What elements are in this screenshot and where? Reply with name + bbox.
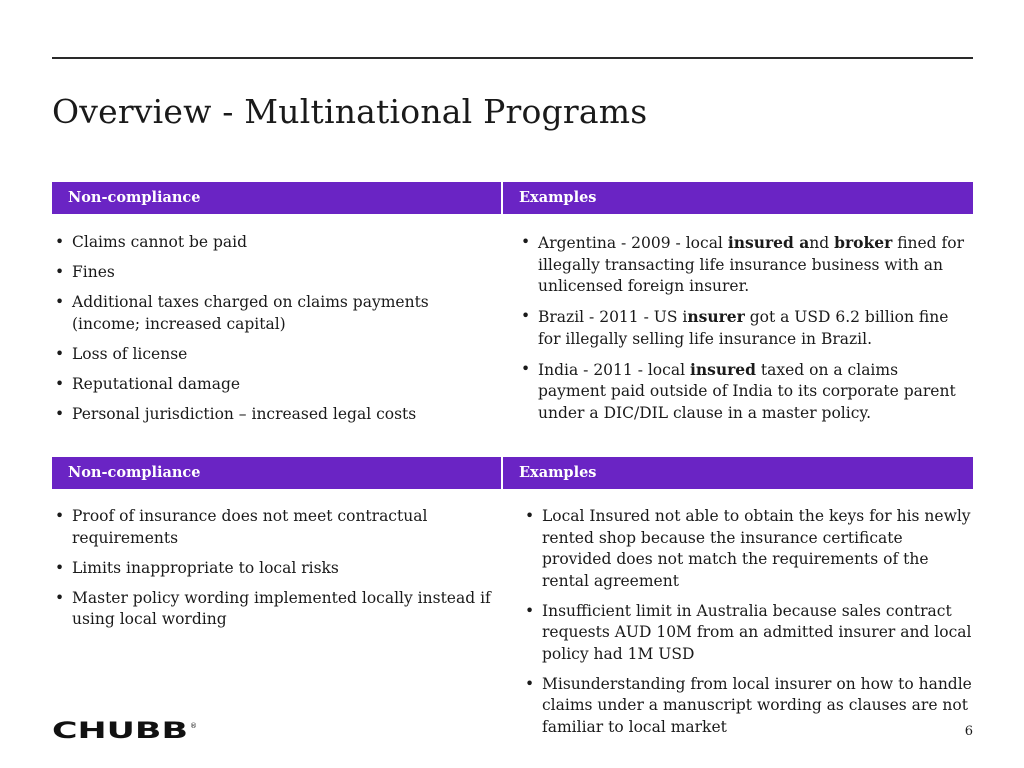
bullet-text: Local Insured not able to obtain the keys for his newly rented shop because the insurance certificate provided does not match the requirements of the rental agreement (542, 507, 971, 590)
page-number: 6 (964, 724, 973, 739)
section2-left-header: Non-compliance (52, 457, 503, 489)
section2-header-band (52, 457, 973, 489)
emphasis-text: insured a (727, 233, 810, 252)
section2-left-list (52, 506, 492, 639)
bullet-item: • Additional taxes charged on claims payments (income; increased capital) (52, 292, 492, 335)
bullet-item: • Reputational damage (52, 374, 492, 396)
bullet-item (518, 359, 964, 425)
section1-left-list (52, 232, 492, 434)
bullet-text: Brazil - 2011 - US i (538, 308, 688, 326)
section1-right-header: Examples (519, 189, 597, 206)
bullet-text: Misunderstanding from local insurer on how to handle claims under a manuscript wording as clauses are not familiar to local market (542, 674, 972, 736)
bullet-item: • Loss of license (52, 344, 492, 366)
bullet-text: Argentina - 2009 - local (538, 234, 728, 252)
section1-right-list (518, 232, 964, 433)
emphasis-text: insured (689, 359, 756, 379)
bullet-text: taxed on a claims payment paid outside of India to its corporate parent under a DIC/DIL clause in a master policy. (538, 360, 956, 422)
bullet-item: • Claims cannot be paid (52, 232, 492, 254)
bullet-item: • Limits inappropriate to local risks (52, 558, 492, 580)
bullet-text: Insufficient limit in Australia because sales contract requests AUD 10M from an admitted insurer and local policy had 1M USD (542, 601, 972, 663)
slide-title: Overview - Multinational Programs (52, 92, 648, 131)
bullet-item: • Proof of insurance does not meet contractual requirements (52, 506, 492, 549)
bullet-item (522, 674, 974, 739)
bullet-item: • Personal jurisdiction – increased legal costs (52, 404, 492, 426)
section2-right-header: Examples (519, 464, 597, 481)
section1-header-band (52, 182, 973, 214)
bullet-item: • Master policy wording implemented locally instead if using local wording (52, 588, 492, 631)
bullet-item: • Fines (52, 262, 492, 284)
bullet-text: nd (809, 234, 835, 252)
chubb-logo (52, 718, 202, 744)
svg-text:CHUBB: CHUBB (52, 719, 188, 744)
bullet-item (518, 306, 964, 350)
emphasis-text: broker (834, 233, 893, 252)
svg-text:®: ® (190, 722, 197, 730)
bullet-text: got a USD 6.2 billion fine for illegally selling life insurance in Brazil. (538, 308, 949, 348)
bullet-text: fined for illegally transacting life insurance business with an unlicensed foreign insurer. (538, 234, 965, 295)
bullet-item (522, 601, 974, 666)
bullet-item (522, 506, 974, 592)
bullet-text: India - 2011 - local (538, 360, 690, 379)
emphasis-text: nsurer (687, 307, 745, 326)
top-rule (52, 57, 973, 59)
section2-right-list (522, 506, 974, 747)
bullet-item (518, 232, 964, 298)
section1-left-header: Non-compliance (52, 182, 503, 214)
